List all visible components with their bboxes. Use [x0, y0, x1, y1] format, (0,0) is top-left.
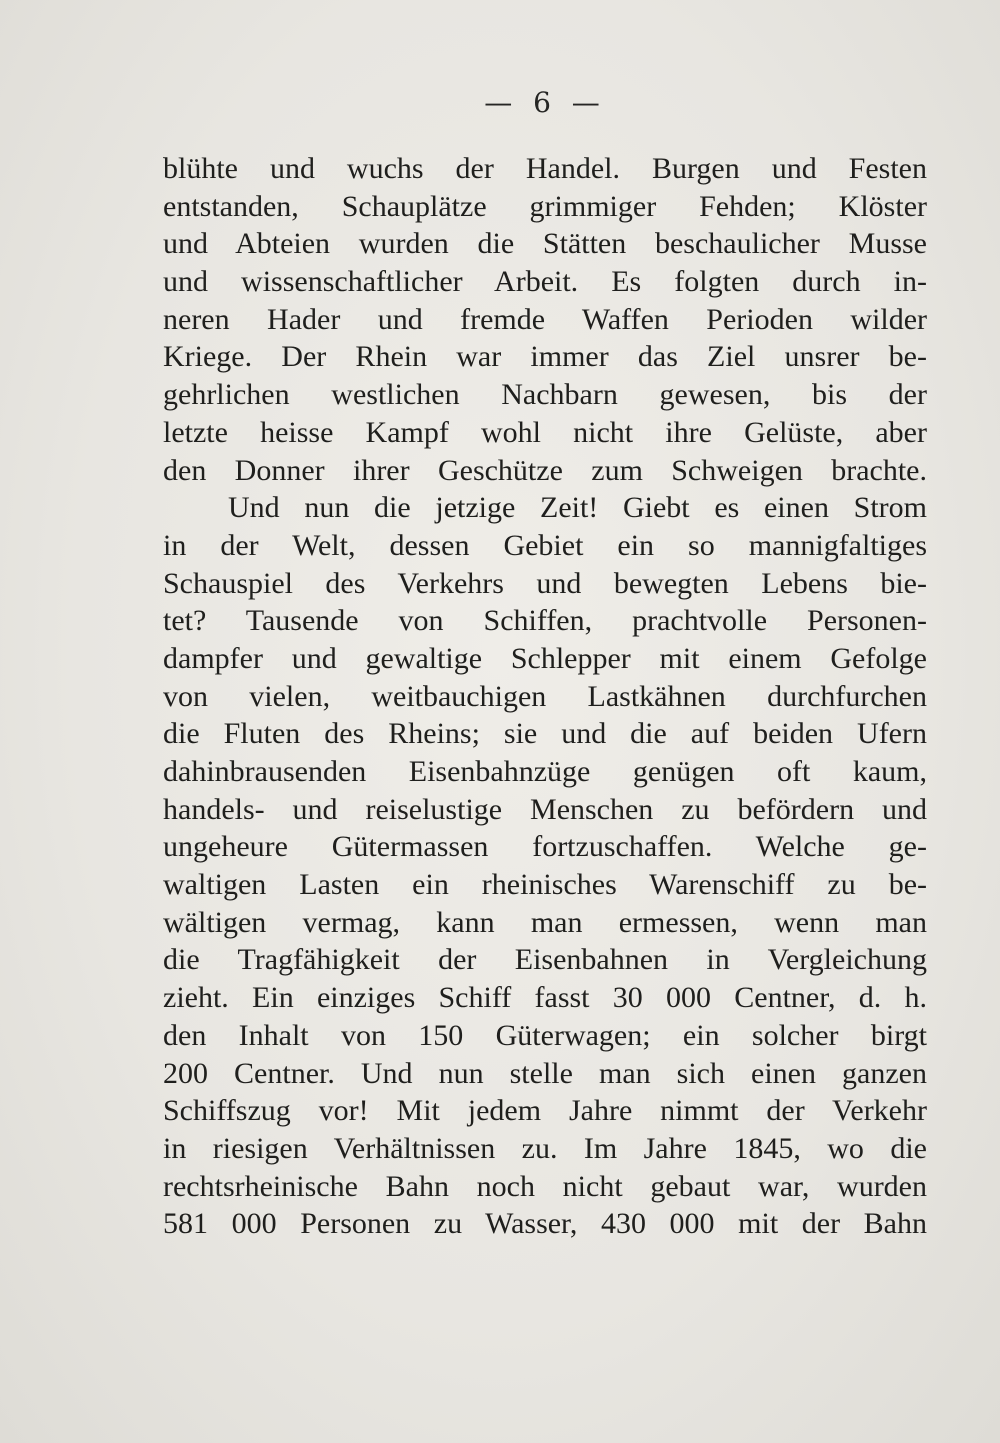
text-line: Schiffszug vor! Mit jedem Jahre nimmt der Verkehr — [163, 1094, 927, 1128]
text-line: neren Hader und fremde Waffen Perioden wilder — [163, 302, 927, 336]
text-line: gehrlichen westlichen Nachbarn gewesen, bis der — [163, 378, 927, 412]
text-line: in riesigen Verhältnissen zu. Im Jahre 1845, wo die — [163, 1131, 927, 1165]
page-number: — 6 — — [484, 86, 606, 119]
text-line: die Fluten des Rheins; sie und die auf beiden Ufern — [163, 717, 927, 751]
body-text — [163, 150, 927, 1243]
text-line: rechtsrheinische Bahn noch nicht gebaut war, wurden — [163, 1169, 927, 1203]
text-line: 581 000 Personen zu Wasser, 430 000 mit der Bahn — [163, 1207, 927, 1241]
text-line: von vielen, weitbauchigen Lastkähnen durchfurchen — [163, 679, 927, 713]
text-line: den Inhalt von 150 Güterwagen; ein solcher birgt — [163, 1018, 927, 1052]
text-line: Schauspiel des Verkehrs und bewegten Lebens bie- — [163, 566, 927, 600]
text-line: waltigen Lasten ein rheinisches Warenschiff zu be- — [163, 868, 927, 902]
text-line: tet? Tausende von Schiffen, prachtvolle Personen- — [163, 604, 927, 638]
text-line: Kriege. Der Rhein war immer das Ziel unsrer be- — [163, 340, 927, 374]
paragraph-start-line: Und nun die jetzige Zeit! Giebt es einen Strom — [228, 491, 927, 525]
text-line: letzte heisse Kampf wohl nicht ihre Gelüste, aber — [163, 415, 927, 449]
text-line: wältigen vermag, kann man ermessen, wenn man — [163, 905, 927, 939]
text-line: und Abteien wurden die Stätten beschaulicher Musse — [163, 227, 927, 261]
text-line: und wissenschaftlicher Arbeit. Es folgten durch in- — [163, 265, 927, 299]
text-line: ungeheure Gütermassen fortzuschaffen. Welche ge- — [163, 830, 927, 864]
text-line: handels- und reiselustige Menschen zu befördern und — [163, 792, 927, 826]
text-line: dahinbrausenden Eisenbahnzüge genügen oft kaum, — [163, 755, 927, 788]
text-line: die Tragfähigkeit der Eisenbahnen in Vergleichung — [163, 943, 927, 977]
text-line: 200 Centner. Und nun stelle man sich einen ganzen — [163, 1056, 927, 1090]
text-line: den Donner ihrer Geschütze zum Schweigen brachte. — [163, 453, 927, 487]
text-line: entstanden, Schauplätze grimmiger Fehden; Klöster — [163, 189, 927, 223]
text-line: zieht. Ein einziges Schiff fasst 30 000 Centner, d. h. — [163, 981, 927, 1015]
text-line: in der Welt, dessen Gebiet ein so mannigfaltiges — [163, 528, 927, 562]
text-line: blühte und wuchs der Handel. Burgen und Festen — [163, 152, 927, 185]
text-line: dampfer und gewaltige Schlepper mit einem Gefolge — [163, 641, 927, 675]
